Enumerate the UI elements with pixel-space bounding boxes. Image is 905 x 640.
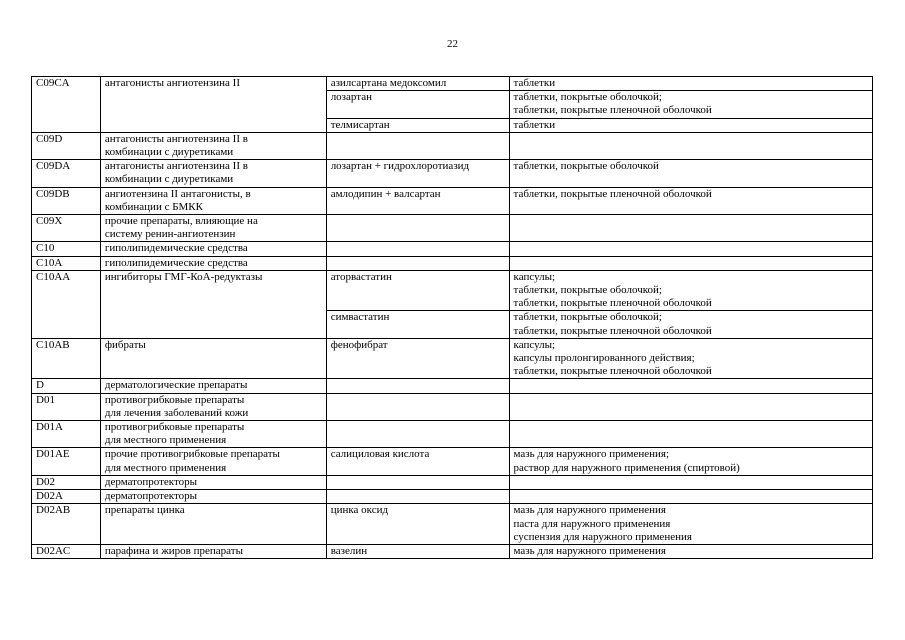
drug-name-cell (326, 132, 509, 159)
table-body (32, 77, 873, 559)
dosage-form-cell (509, 421, 872, 448)
drug-name-cell: лозартан (326, 91, 509, 118)
dosage-form-cell-line: таблетки (513, 118, 556, 131)
dosage-form-cell (509, 448, 872, 475)
dosage-form-cell (509, 132, 872, 159)
dosage-form-cell (509, 311, 872, 338)
drug-name-cell: вазелин (326, 544, 509, 558)
drug-name-cell: цинка оксид (326, 504, 509, 545)
atc-code-cell: C09X (32, 215, 101, 242)
atc-code-cell: D01AE (32, 448, 101, 475)
dosage-form-cell (509, 187, 872, 214)
page-number: 22 (447, 38, 458, 50)
table-row (32, 270, 873, 311)
table-row (32, 160, 873, 187)
drug-name-cell (326, 475, 509, 489)
group-name-cell-line: прочие противогрибковые препараты (104, 448, 280, 461)
dosage-form-cell (509, 504, 872, 545)
group-name-cell (100, 475, 326, 489)
atc-code-cell: C10 (32, 242, 101, 256)
drug-name-cell (326, 379, 509, 393)
atc-code-cell: C09CA (32, 77, 101, 133)
group-name-cell (100, 504, 326, 545)
drug-name-cell: телмисартан (326, 118, 509, 132)
atc-code-cell: C10AB (32, 338, 101, 379)
group-name-cell (100, 379, 326, 393)
table-row (32, 242, 873, 256)
table-row (32, 215, 873, 242)
dosage-form-cell (509, 544, 872, 558)
dosage-form-cell (509, 256, 872, 270)
dosage-form-cell-line: капсулы; (513, 270, 556, 283)
dosage-form-cell (509, 215, 872, 242)
table-row (32, 338, 873, 379)
group-name-cell-line: дерматологические препараты (104, 379, 248, 392)
drug-name-cell (326, 242, 509, 256)
group-name-cell (100, 160, 326, 187)
dosage-form-cell (509, 379, 872, 393)
drug-name-cell: азилсартана медоксомил (326, 77, 509, 91)
table-row (32, 544, 873, 558)
group-name-cell (100, 393, 326, 420)
dosage-form-cell-line: таблетки, покрытые пленочной оболочкой (513, 187, 712, 200)
dosage-form-cell-line: таблетки, покрытые пленочной оболочкой (513, 104, 712, 117)
atc-code-cell: C09DB (32, 187, 101, 214)
atc-code-cell: D02AB (32, 504, 101, 545)
table-row (32, 475, 873, 489)
table-row (32, 504, 873, 545)
group-name-cell (100, 132, 326, 159)
drug-name-cell (326, 393, 509, 420)
drug-name-cell (326, 256, 509, 270)
group-name-cell (100, 187, 326, 214)
drug-name-cell (326, 421, 509, 448)
group-name-cell-line: дерматопротекторы (104, 475, 198, 488)
group-name-cell-line: противогрибковые препараты (104, 393, 245, 406)
dosage-form-cell (509, 77, 872, 91)
table-row (32, 490, 873, 504)
group-name-cell-line: гиполипидемические средства (104, 256, 248, 269)
dosage-form-cell (509, 475, 872, 489)
dosage-form-cell-line: таблетки, покрытые оболочкой; (513, 311, 662, 324)
group-name-cell-line: комбинации с диуретиками (104, 173, 234, 186)
group-name-cell (100, 421, 326, 448)
table-row (32, 187, 873, 214)
drug-name-cell (326, 215, 509, 242)
group-name-cell (100, 256, 326, 270)
group-name-cell-line: парафина и жиров препараты (104, 544, 243, 557)
atc-code-cell: C10A (32, 256, 101, 270)
table-row (32, 421, 873, 448)
dosage-form-cell (509, 242, 872, 256)
group-name-cell-line: фибраты (104, 338, 146, 351)
group-name-cell (100, 215, 326, 242)
group-name-cell (100, 448, 326, 475)
dosage-form-cell-line: мазь для наружного применения (513, 544, 666, 557)
dosage-form-cell-line: таблетки, покрытые пленочной оболочкой (513, 297, 712, 310)
group-name-cell-line: для местного применения (104, 434, 227, 447)
drug-name-cell (326, 490, 509, 504)
atc-code-cell: D01 (32, 393, 101, 420)
dosage-form-cell (509, 490, 872, 504)
atc-code-cell: D01A (32, 421, 101, 448)
dosage-form-cell-line: капсулы пролонгированного действия; (513, 352, 695, 365)
dosage-form-cell-line: суспензия для наружного применения (513, 530, 692, 543)
table-row (32, 448, 873, 475)
atc-code-cell: C09D (32, 132, 101, 159)
dosage-form-cell-line: таблетки, покрытые оболочкой; (513, 284, 662, 297)
dosage-form-cell-line: мазь для наружного применения (513, 504, 666, 517)
dosage-form-cell (509, 338, 872, 379)
group-name-cell-line: антагонисты ангиотензина II в (104, 160, 248, 173)
atc-code-cell: D02 (32, 475, 101, 489)
group-name-cell-line: для местного применения (104, 461, 227, 474)
dosage-form-cell-line: раствор для наружного применения (спиртовой) (513, 461, 740, 474)
drug-name-cell: аторвастатин (326, 270, 509, 311)
group-name-cell (100, 544, 326, 558)
dosage-form-cell (509, 160, 872, 187)
atc-code-cell: C09DA (32, 160, 101, 187)
group-name-cell (100, 490, 326, 504)
group-name-cell-line: противогрибковые препараты (104, 421, 245, 434)
table-row (32, 256, 873, 270)
drug-name-cell: симвастатин (326, 311, 509, 338)
atc-code-cell: D02A (32, 490, 101, 504)
group-name-cell-line: препараты цинка (104, 504, 185, 517)
drug-name-cell: лозартан + гидрохлоротиазид (326, 160, 509, 187)
dosage-form-cell-line: таблетки (513, 77, 556, 89)
table-row (32, 379, 873, 393)
drug-name-cell: фенофибрат (326, 338, 509, 379)
group-name-cell (100, 77, 326, 133)
group-name-cell-line: прочие препараты, влияющие на (104, 215, 258, 228)
group-name-cell-line: ингибиторы ГМГ-КоА-редуктазы (104, 270, 263, 283)
group-name-cell-line: антагонисты ангиотензина II в (104, 132, 248, 145)
dosage-form-cell-line: мазь для наружного применения; (513, 448, 670, 461)
group-name-cell-line: для лечения заболеваний кожи (104, 406, 249, 419)
group-name-cell-line: гиполипидемические средства (104, 242, 248, 255)
atc-code-cell: D (32, 379, 101, 393)
dosage-form-cell-line: паста для наружного применения (513, 517, 671, 530)
atc-code-cell: C10AA (32, 270, 101, 338)
dosage-form-cell-line: таблетки, покрытые пленочной оболочкой (513, 324, 712, 337)
dosage-form-cell-line: таблетки, покрытые оболочкой; (513, 91, 662, 104)
atc-code-cell: D02AC (32, 544, 101, 558)
group-name-cell-line: ангиотензина II антагонисты, в (104, 187, 251, 200)
group-name-cell (100, 338, 326, 379)
table-row (32, 393, 873, 420)
table-row (32, 77, 873, 91)
dosage-form-cell-line: капсулы; (513, 338, 556, 351)
group-name-cell-line: систему ренин-ангиотензин (104, 228, 236, 241)
dosage-form-cell (509, 393, 872, 420)
dosage-form-cell (509, 118, 872, 132)
group-name-cell-line: комбинации с БМКК (104, 200, 203, 213)
group-name-cell-line: дерматопротекторы (104, 490, 198, 503)
group-name-cell (100, 242, 326, 256)
dosage-form-cell (509, 270, 872, 311)
dosage-form-cell (509, 91, 872, 118)
drug-name-cell: салициловая кислота (326, 448, 509, 475)
dosage-form-cell-line: таблетки, покрытые пленочной оболочкой (513, 365, 712, 378)
group-name-cell-line: комбинации с диуретиками (104, 146, 234, 159)
table-row (32, 132, 873, 159)
group-name-cell (100, 270, 326, 338)
group-name-cell-line: антагонисты ангиотензина II (104, 77, 240, 89)
dosage-form-cell-line: таблетки, покрытые оболочкой (513, 160, 659, 173)
drug-name-cell: амлодипин + валсартан (326, 187, 509, 214)
drug-table (31, 76, 873, 559)
